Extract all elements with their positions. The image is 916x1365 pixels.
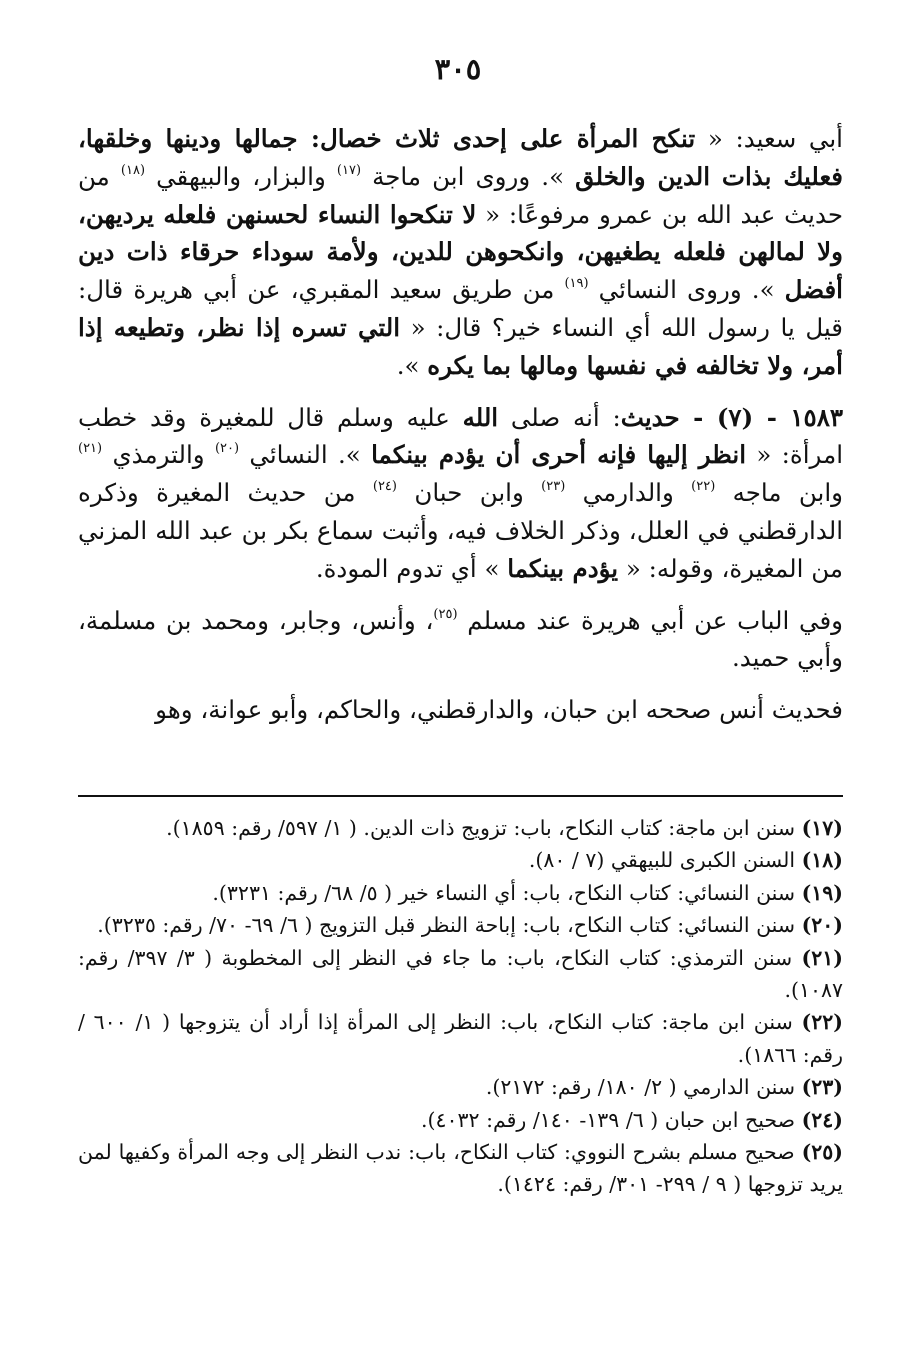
footnote-text: صحيح ابن حبان ( ٦/ ١٣٩- ١٤٠/ رقم: ٤٠٣٢). xyxy=(420,1107,802,1132)
footnote-ref: (١٩) xyxy=(564,276,589,292)
emphasized-text: تنكح المرأة على إحدى ثلاث خصال: جمالها ودينها وخلقها، فعليك بذات الدين والخلق xyxy=(78,124,844,191)
paragraph xyxy=(78,120,843,385)
text-run: من حديث المغيرة وذكره الدارقطني في العلل، وذكر الخلاف فيه، وأثبت سماع بكر بن عبد الله المزني من المغيرة، وقوله: « xyxy=(78,478,843,583)
footnote xyxy=(78,1071,843,1103)
text-run: » أي تدوم المودة. xyxy=(315,553,508,583)
footnote-ref: (٢٥) xyxy=(433,606,458,622)
paragraph xyxy=(78,399,843,588)
emphasized-text: ١٥٨٣ - (٧) - حديث xyxy=(620,402,844,432)
footnote-text: سنن الدارمي ( ٢/ ١٨٠/ رقم: ٢١٧٢). xyxy=(485,1075,802,1100)
footnote xyxy=(78,844,843,876)
text-run: وابن حبان xyxy=(396,478,542,508)
footnote-text: سنن النسائي: كتاب النكاح، باب: إباحة النظر قبل التزويج ( ٦/ ٦٩- ٧٠/ رقم: ٣٢٣٥). xyxy=(97,913,802,938)
text-run: أبي سعيد: « xyxy=(695,124,843,153)
footnote-number: (٢٢) xyxy=(801,1010,843,1035)
footnote xyxy=(78,812,843,844)
footnote xyxy=(78,942,843,1007)
text-run: من طريق سعيد المقبري، عن أبي هريرة قال: قيل يا رسول الله أي النساء خير؟ قال: « xyxy=(78,275,844,342)
text-run: ». وروى النسائي xyxy=(588,275,785,305)
footnote-ref: (١٨) xyxy=(120,162,146,178)
text-run: من حديث عبد الله بن عمرو مرفوعًا: « xyxy=(78,161,843,229)
footnote-number: (٢٣) xyxy=(801,1075,843,1100)
main-text xyxy=(78,120,843,729)
text-run: فحديث أنس صححه ابن حبان، والدارقطني، والحاكم، وأبو عوانة، وهو xyxy=(155,695,843,725)
footnote-text: سنن ابن ماجة: كتاب النكاح، باب: النظر إلى المرأة إذا أراد أن يتزوجها ( ١/ ٦٠٠ / رقم: ١٨٦٦). xyxy=(78,1010,843,1067)
text-run: عليه وسلم قال للمغيرة وقد خطب امرأة: « xyxy=(78,402,843,470)
footnote-number: (٢١) xyxy=(801,945,843,970)
emphasized-text: التي تسره إذا نظر، وتطيعه إذا أمر، ولا تخالفه في نفسها ومالها بما يكره xyxy=(78,312,843,380)
footnote-ref: (٢٤) xyxy=(372,479,397,495)
text-run: ». xyxy=(396,350,428,380)
footnote xyxy=(78,877,843,909)
footnote-number: (١٧) xyxy=(801,816,843,840)
text-run: وفي الباب عن أبي هريرة عند مسلم xyxy=(457,605,843,635)
footnote xyxy=(78,1006,843,1071)
footnote-ref: (٢١) xyxy=(78,441,103,457)
text-run: : أنه صلى xyxy=(498,402,621,432)
paragraph xyxy=(78,602,843,678)
footnote-text: السنن الكبرى للبيهقي (٧ / ٨٠). xyxy=(528,848,802,873)
footnote-number: (١٩) xyxy=(801,880,843,905)
footnote-text: صحيح مسلم بشرح النووي: كتاب النكاح، باب: ندب النظر إلى وجه المرأة وكفيها لمن يريد تزوجها ( ٩ / ٢٩٩- ٣٠١/ رقم: ١٤٢٤). xyxy=(78,1140,843,1197)
emphasized-text: لا تنكحوا النساء لحسنهن فلعله يرديهن، ولا لمالهن فلعله يطغيهن، وانكحوهن للدين، ولأمة سوداء حرقاء ذات دين أفضل xyxy=(78,199,843,305)
footnote xyxy=(78,1104,843,1136)
text-run: وابن ماجه xyxy=(715,478,843,508)
text-run: والبزار، والبيهقي xyxy=(145,161,337,191)
footnote-text: سنن ابن ماجة: كتاب النكاح، باب: تزويج ذات الدين. ( ١/ ٥٩٧/ رقم: ١٨٥٩). xyxy=(166,816,802,840)
footnotes xyxy=(78,812,843,1201)
footnote-text: سنن النسائي: كتاب النكاح، باب: أي النساء خير ( ٥/ ٦٨/ رقم: ٣٢٣١). xyxy=(212,880,802,905)
text-run: ، وأنس، وجابر، ومحمد بن مسلمة، وأبي حميد. xyxy=(78,605,843,673)
text-run: والدارمي xyxy=(565,478,692,508)
footnote-ref: (١٧) xyxy=(336,162,362,178)
footnote-number: (١٨) xyxy=(801,848,843,873)
footnote xyxy=(78,1136,843,1201)
text-run: ». النسائي xyxy=(239,440,372,470)
text-run: ». وروى ابن ماجة xyxy=(361,161,576,191)
text-run: والترمذي xyxy=(102,440,215,470)
footnote-number: (٢٠) xyxy=(801,913,843,938)
emphasized-text: الله xyxy=(462,402,499,432)
footnote xyxy=(78,909,843,941)
footnote-ref: (٢٣) xyxy=(541,479,566,495)
paragraph xyxy=(78,691,843,729)
emphasized-text: انظر إليها فإنه أحرى أن يؤدم بينكما xyxy=(371,440,747,470)
footnote-number: (٢٥) xyxy=(801,1140,843,1165)
emphasized-text: يؤدم بينكما xyxy=(507,553,619,583)
footnote-number: (٢٤) xyxy=(801,1107,843,1132)
footnote-text: سنن الترمذي: كتاب النكاح، باب: ما جاء في النظر إلى المخطوبة ( ٣/ ٣٩٧/ رقم: ١٠٨٧). xyxy=(78,945,843,1003)
footnote-divider xyxy=(78,795,843,797)
footnote-ref: (٢٠) xyxy=(214,441,240,457)
page-number: ٣٠٥ xyxy=(434,52,482,86)
footnote-ref: (٢٢) xyxy=(691,479,716,495)
